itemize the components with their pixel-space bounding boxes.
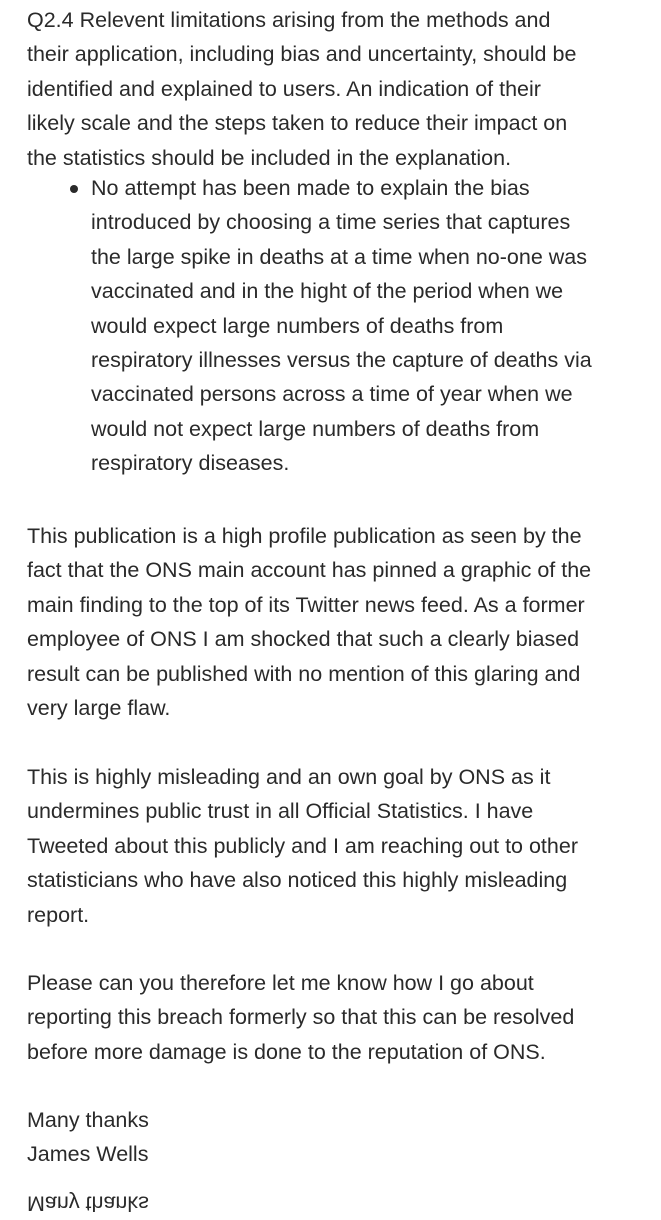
text-line: main finding to the top of its Twitter news feed. As a former [27,592,585,617]
text-line: report. [27,902,90,927]
text-line: before more damage is done to the reputation of ONS. [27,1039,546,1064]
bullet-list [70,171,655,481]
text-line: the large spike in deaths at a time when no-one was [91,244,587,269]
text-line: result can be published with no mention of this glaring and [27,661,581,686]
text-line: their application, including bias and uncertainty, should be [27,42,577,67]
bullet-dot-icon [70,185,78,193]
text-line: introduced by choosing a time series that captures [91,210,571,235]
text-line: likely scale and the steps taken to reduce their impact on [27,111,568,136]
text-line: This is highly misleading and an own goal by ONS as it [27,765,551,789]
text-line: fact that the ONS main account has pinned a graphic of the [27,558,592,583]
text-line: would not expect large numbers of deaths from [91,416,540,441]
q24-paragraph [27,3,657,175]
text-line: would expect large numbers of deaths from [91,313,504,338]
text-line: undermines public trust in all Official Statistics. I have [27,799,534,824]
cutoff-text: Many thanks [27,1191,149,1216]
text-line: This publication is a high profile publication as seen by the [27,524,582,548]
cutoff-reflection [27,1180,327,1216]
request-paragraph [27,966,657,1069]
text-line: Please can you therefore let me know how I go about [27,971,534,995]
text-line: Tweeted about this publicly and I am reaching out to other [27,833,578,858]
sender-name: James Wells [27,1142,149,1167]
signoff [27,1103,657,1172]
misleading-paragraph [27,760,657,932]
text-line: identified and explained to users. An indication of their [27,76,541,101]
text-line: very large flaw. [27,696,171,721]
text-line: employee of ONS I am shocked that such a clearly biased [27,627,580,652]
text-line: the statistics should be included in the explanation. [27,145,512,170]
text-line: vaccinated persons across a time of year when we [91,382,573,407]
closing-text: Many thanks [27,1108,149,1132]
text-line: vaccinated and in the hight of the period when we [91,279,564,304]
text-line: respiratory diseases. [91,451,290,476]
text-line: statisticians who have also noticed this highly misleading [27,868,568,893]
text-line: reporting this breach formerly so that this can be resolved [27,1005,575,1030]
list-item [70,171,655,481]
text-line: No attempt has been made to explain the bias [91,176,530,200]
publication-paragraph [27,519,657,725]
text-line: Q2.4 Relevent limitations arising from the methods and [27,8,551,32]
text-line: respiratory illnesses versus the capture of deaths via [91,348,592,373]
